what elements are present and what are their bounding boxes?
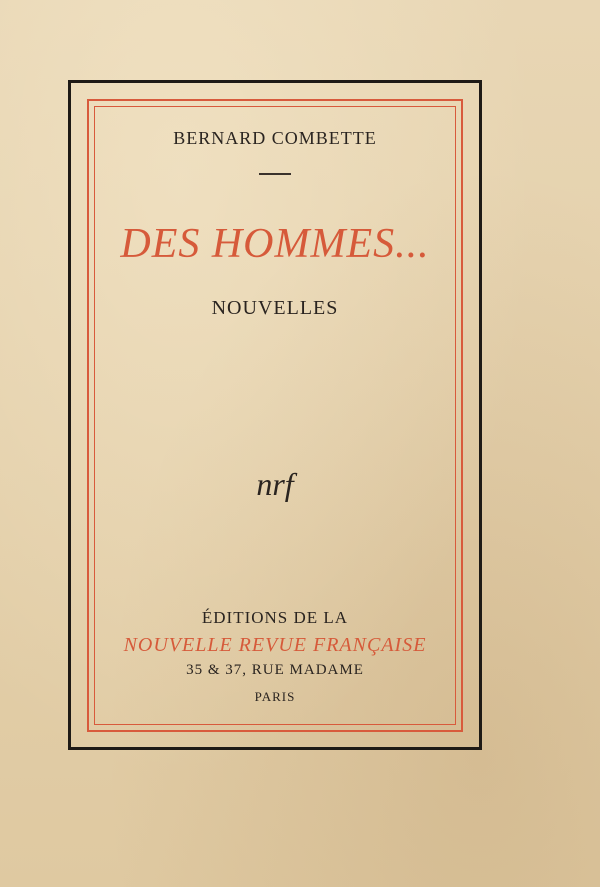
red-border-inner <box>94 106 456 725</box>
book-subtitle: NOUVELLES <box>211 297 339 319</box>
publisher-city: PARIS <box>254 689 296 704</box>
author-name: BERNARD COMBETTE <box>173 128 377 148</box>
publisher-address: 35 & 37, RUE MADAME <box>186 662 364 678</box>
nrf-logo-icon: nrf <box>256 466 294 502</box>
divider-rule <box>259 173 291 175</box>
publisher-line-2: NOUVELLE REVUE FRANÇAISE <box>123 634 427 656</box>
book-title: DES HOMMES... <box>120 221 430 267</box>
publisher-line-1: ÉDITIONS DE LA <box>201 608 349 627</box>
